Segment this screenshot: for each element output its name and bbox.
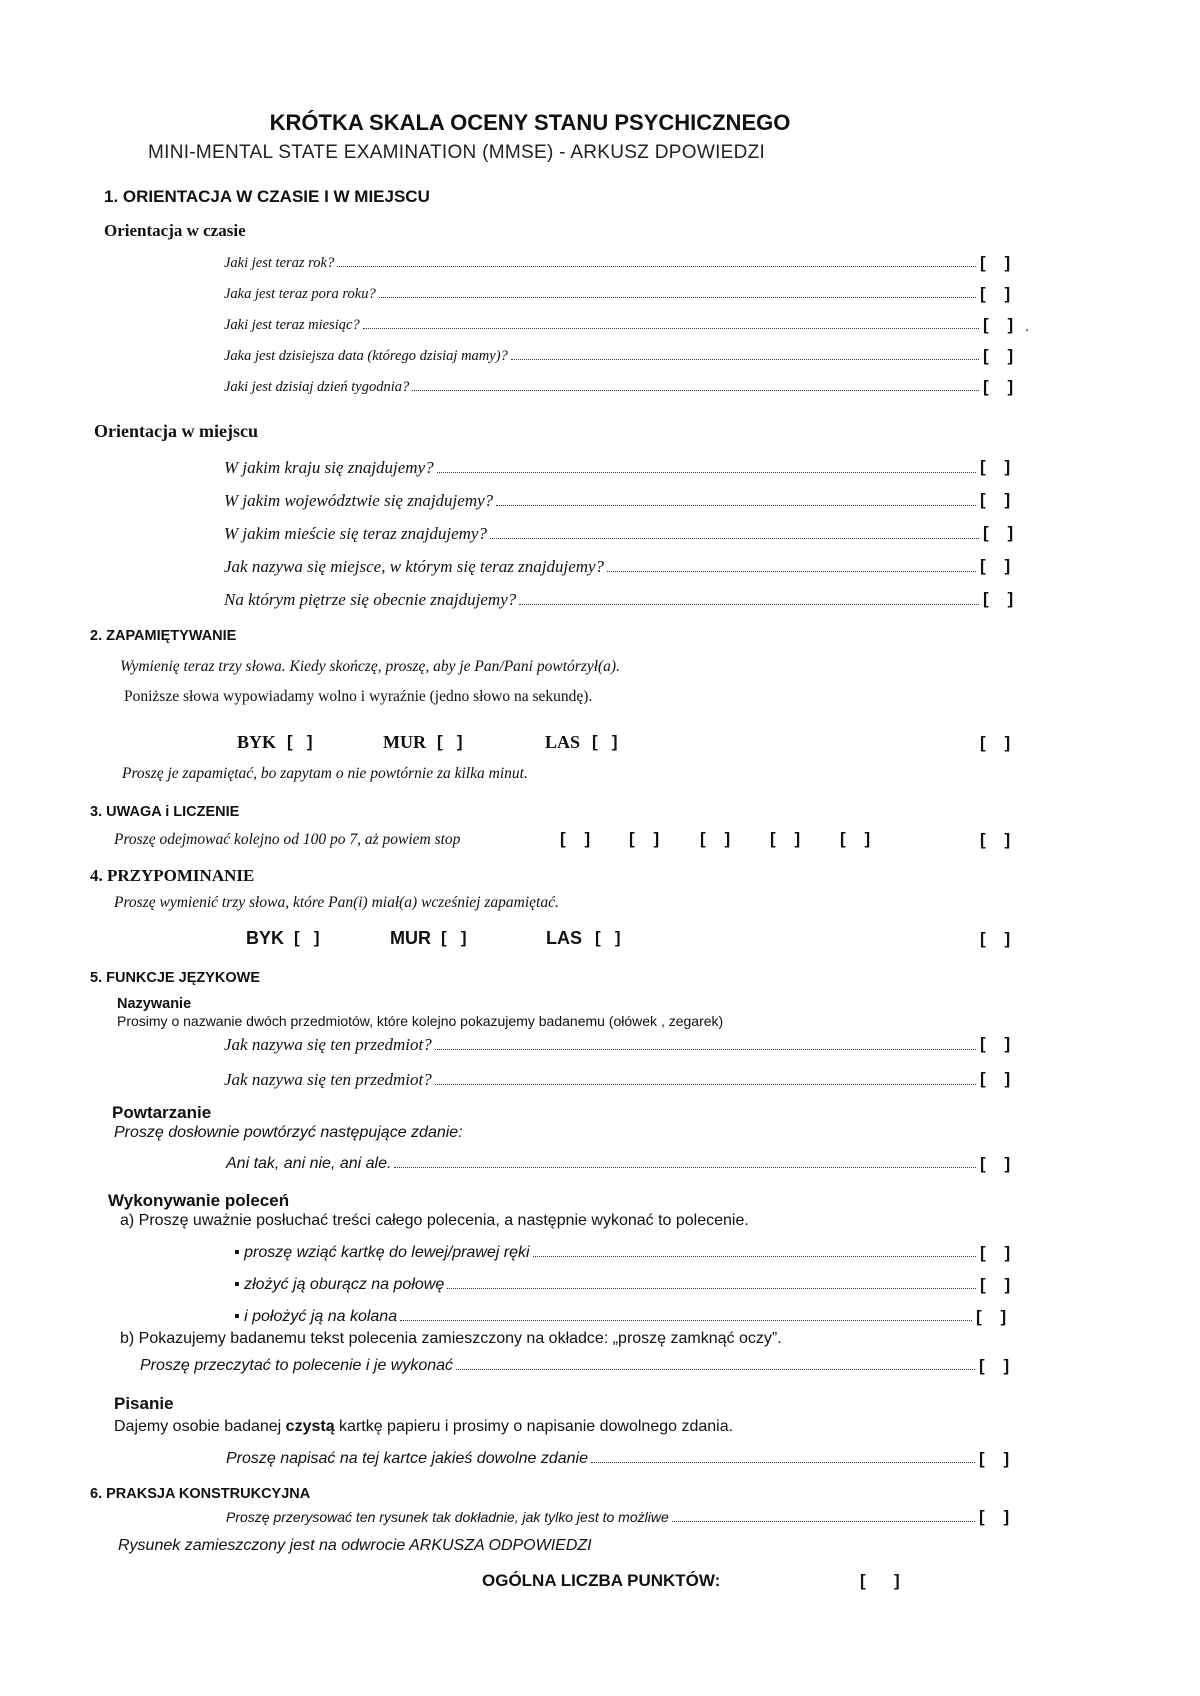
repetition-instruction: Proszę dosłownie powtórzyć następujące zdanie: [114, 1124, 463, 1141]
score-box-reading[interactable]: [ ] [979, 1356, 1010, 1375]
score-box-section-3[interactable]: [ ] [980, 830, 1011, 849]
score-box-place-1[interactable]: [ ] [980, 457, 1011, 476]
section-4-heading: 4. PRZYPOMINANIE [90, 866, 255, 885]
score-box-repetition[interactable]: [ ] [980, 1154, 1011, 1173]
score-box-command-1[interactable]: [ ] [980, 1243, 1011, 1262]
question-text: W jakim kraju się znajdujemy? [224, 458, 434, 477]
serial-sevens-instruction: Proszę odejmować kolejno od 100 po 7, aż powiem stop [114, 831, 461, 848]
score-box-section-4[interactable]: [ ] [980, 929, 1011, 948]
time-orientation-heading: Orientacja w czasie [104, 221, 246, 240]
time-question-3 [224, 317, 982, 334]
naming-heading: Nazywanie [117, 996, 192, 1012]
page-subtitle: MINI-MENTAL STATE EXAMINATION (MMSE) - ARKUSZ DPOWIEDZI [148, 142, 766, 163]
score-box-time-4[interactable]: [ ] [983, 346, 1014, 365]
score-box-subtraction-2[interactable]: [ ] [629, 829, 660, 848]
place-question-3 [224, 524, 982, 544]
memory-note: Poniższe słowa wypowiadamy wolno i wyraźnie (jedno słowo na sekundę). [124, 688, 593, 705]
command-3 [234, 1308, 975, 1326]
question-text: Jaki jest teraz miesiąc? [224, 317, 360, 333]
repetition-heading: Powtarzanie [112, 1103, 212, 1122]
naming-note: Prosimy o nazwanie dwóch przedmiotów, które kolejno pokazujemy badanemu (ołówek , zegarek) [117, 1013, 724, 1029]
score-box-subtraction-5[interactable]: [ ] [840, 829, 871, 848]
recall-word-las: LAS [546, 928, 582, 948]
question-text: Jak nazywa się ten przedmiot? [224, 1035, 432, 1054]
time-question-4 [224, 348, 982, 365]
section-5-heading: 5. FUNKCJE JĘZYKOWE [90, 970, 260, 986]
writing-command-text: Proszę napisać na tej kartce jakieś dowolne zdanie [226, 1450, 588, 1467]
question-text: Jaki jest teraz rok? [224, 255, 335, 271]
command-text: ▪ i położyć ją na kolana [234, 1308, 398, 1325]
score-box-subtraction-3[interactable]: [ ] [700, 829, 731, 848]
question-text: W jakim województwie się znajdujemy? [224, 491, 494, 510]
score-box-place-4[interactable]: [ ] [980, 556, 1011, 575]
read-command [140, 1357, 978, 1375]
question-text: W jakim mieście się teraz znajdujemy? [224, 524, 487, 543]
score-box-time-1[interactable]: [ ] [980, 253, 1011, 272]
writing-heading: Pisanie [114, 1394, 174, 1413]
question-text: Jak nazywa się ten przedmiot? [224, 1070, 432, 1089]
score-box-praxis[interactable]: [ ] [979, 1507, 1010, 1526]
sentence-text: Ani tak, ani nie, ani ale. [226, 1155, 392, 1172]
score-box-time-5[interactable]: [ ] [983, 377, 1014, 396]
score-box-place-5[interactable]: [ ] [983, 589, 1014, 608]
copy-drawing-text: Proszę przerysować ten rysunek tak dokładnie, jak tylko jest to możliwe [226, 1509, 669, 1525]
time-question-1 [224, 255, 979, 272]
place-orientation-heading: Orientacja w miejscu [94, 421, 258, 441]
word-las: LAS [545, 732, 581, 752]
place-question-5 [224, 590, 982, 610]
recall-word-mur: MUR [390, 928, 431, 948]
naming-question-2 [224, 1070, 979, 1090]
score-box-time-2[interactable]: [ ] [980, 284, 1011, 303]
stray-dot: . [1025, 318, 1030, 335]
section-6-heading: 6. PRAKSJA KONSTRUKCYJNA [90, 1486, 311, 1502]
score-box-subtraction-4[interactable]: [ ] [770, 829, 801, 848]
copy-drawing-command [226, 1509, 978, 1526]
writing-note-bold: czystą [285, 1418, 335, 1435]
writing-note-post: kartkę papieru i prosimy o napisanie dowolnego zdania. [334, 1418, 734, 1435]
repetition-sentence [226, 1155, 979, 1173]
section-2-heading: 2. ZAPAMIĘTYWANIE [90, 628, 237, 644]
section-3-heading: 3. UWAGA i LICZENIE [90, 804, 240, 820]
recall-box-las[interactable]: [ ] [595, 928, 621, 947]
score-box-subtraction-1[interactable]: [ ] [560, 829, 591, 848]
time-question-2 [224, 286, 979, 303]
question-text: Jaka jest dzisiejsza data (którego dzisiaj mamy)? [224, 348, 508, 364]
command-text: ▪ proszę wziąć kartkę do lewej/prawej ręki [234, 1244, 530, 1261]
score-box-naming-1[interactable]: [ ] [980, 1034, 1011, 1053]
score-box-writing[interactable]: [ ] [979, 1449, 1010, 1468]
question-text: Jaka jest teraz pora roku? [224, 286, 376, 302]
command-2 [234, 1276, 979, 1294]
total-score-label: OGÓLNA LICZBA PUNKTÓW: [482, 1571, 721, 1590]
score-box-byk[interactable]: [ ] [287, 732, 313, 751]
total-score-box[interactable]: [ ] [860, 1571, 900, 1590]
score-box-naming-2[interactable]: [ ] [980, 1069, 1011, 1088]
score-box-command-2[interactable]: [ ] [980, 1275, 1011, 1294]
place-question-4 [224, 557, 979, 577]
word-byk: BYK [237, 732, 277, 752]
naming-question-1 [224, 1035, 979, 1055]
commands-instruction-b: b) Pokazujemy badanemu tekst polecenia zamieszczony na okładce: „proszę zamknąć oczy”. [120, 1330, 782, 1347]
score-box-command-3[interactable]: [ ] [976, 1307, 1007, 1326]
place-question-2 [224, 491, 979, 511]
score-box-section-2[interactable]: [ ] [980, 733, 1011, 752]
score-box-time-3[interactable]: [ ] [983, 315, 1014, 334]
commands-instruction-a: a) Proszę uważnie posłuchać treści całego polecenia, a następnie wykonać to polecenie. [120, 1212, 749, 1229]
question-text: Jaki jest dzisiaj dzień tygodnia? [224, 379, 410, 395]
score-box-place-2[interactable]: [ ] [980, 490, 1011, 509]
question-text: Jak nazywa się miejsce, w którym się teraz znajdujemy? [224, 557, 605, 576]
read-command-text: Proszę przeczytać to polecenie i je wykonać [140, 1357, 454, 1374]
memory-instruction: Wymienię teraz trzy słowa. Kiedy skończę, proszę, aby je Pan/Pani powtórzył(a). [120, 658, 620, 675]
question-text: Na którym piętrze się obecnie znajdujemy? [224, 590, 517, 609]
word-mur: MUR [383, 732, 426, 752]
recall-instruction: Proszę wymienić trzy słowa, które Pan(i) miał(a) wcześniej zapamiętać. [114, 894, 559, 911]
recall-box-mur[interactable]: [ ] [441, 928, 467, 947]
recall-box-byk[interactable]: [ ] [294, 928, 320, 947]
command-1 [234, 1244, 979, 1262]
commands-heading: Wykonywanie poleceń [108, 1191, 290, 1210]
writing-command [226, 1450, 978, 1468]
recall-word-byk: BYK [246, 928, 285, 948]
page-title: KRÓTKA SKALA OCENY STANU PSYCHICZNEGO [269, 110, 791, 135]
time-question-5 [224, 379, 982, 396]
remember-note: Proszę je zapamiętać, bo zapytam o nie powtórnie za kilka minut. [122, 765, 528, 782]
place-question-1 [224, 458, 979, 478]
score-box-place-3[interactable]: [ ] [983, 523, 1014, 542]
command-text: ▪ złożyć ją oburącz na połowę [234, 1276, 445, 1293]
score-box-mur[interactable]: [ ] [437, 732, 463, 751]
score-box-las[interactable]: [ ] [592, 732, 618, 751]
writing-note-pre: Dajemy osobie badanej [114, 1418, 286, 1435]
drawing-location-note: Rysunek zamieszczony jest na odwrocie ARKUSZA ODPOWIEDZI [118, 1537, 592, 1554]
writing-note [114, 1418, 733, 1436]
section-1-heading: 1. ORIENTACJA W CZASIE I W MIEJSCU [104, 187, 430, 206]
